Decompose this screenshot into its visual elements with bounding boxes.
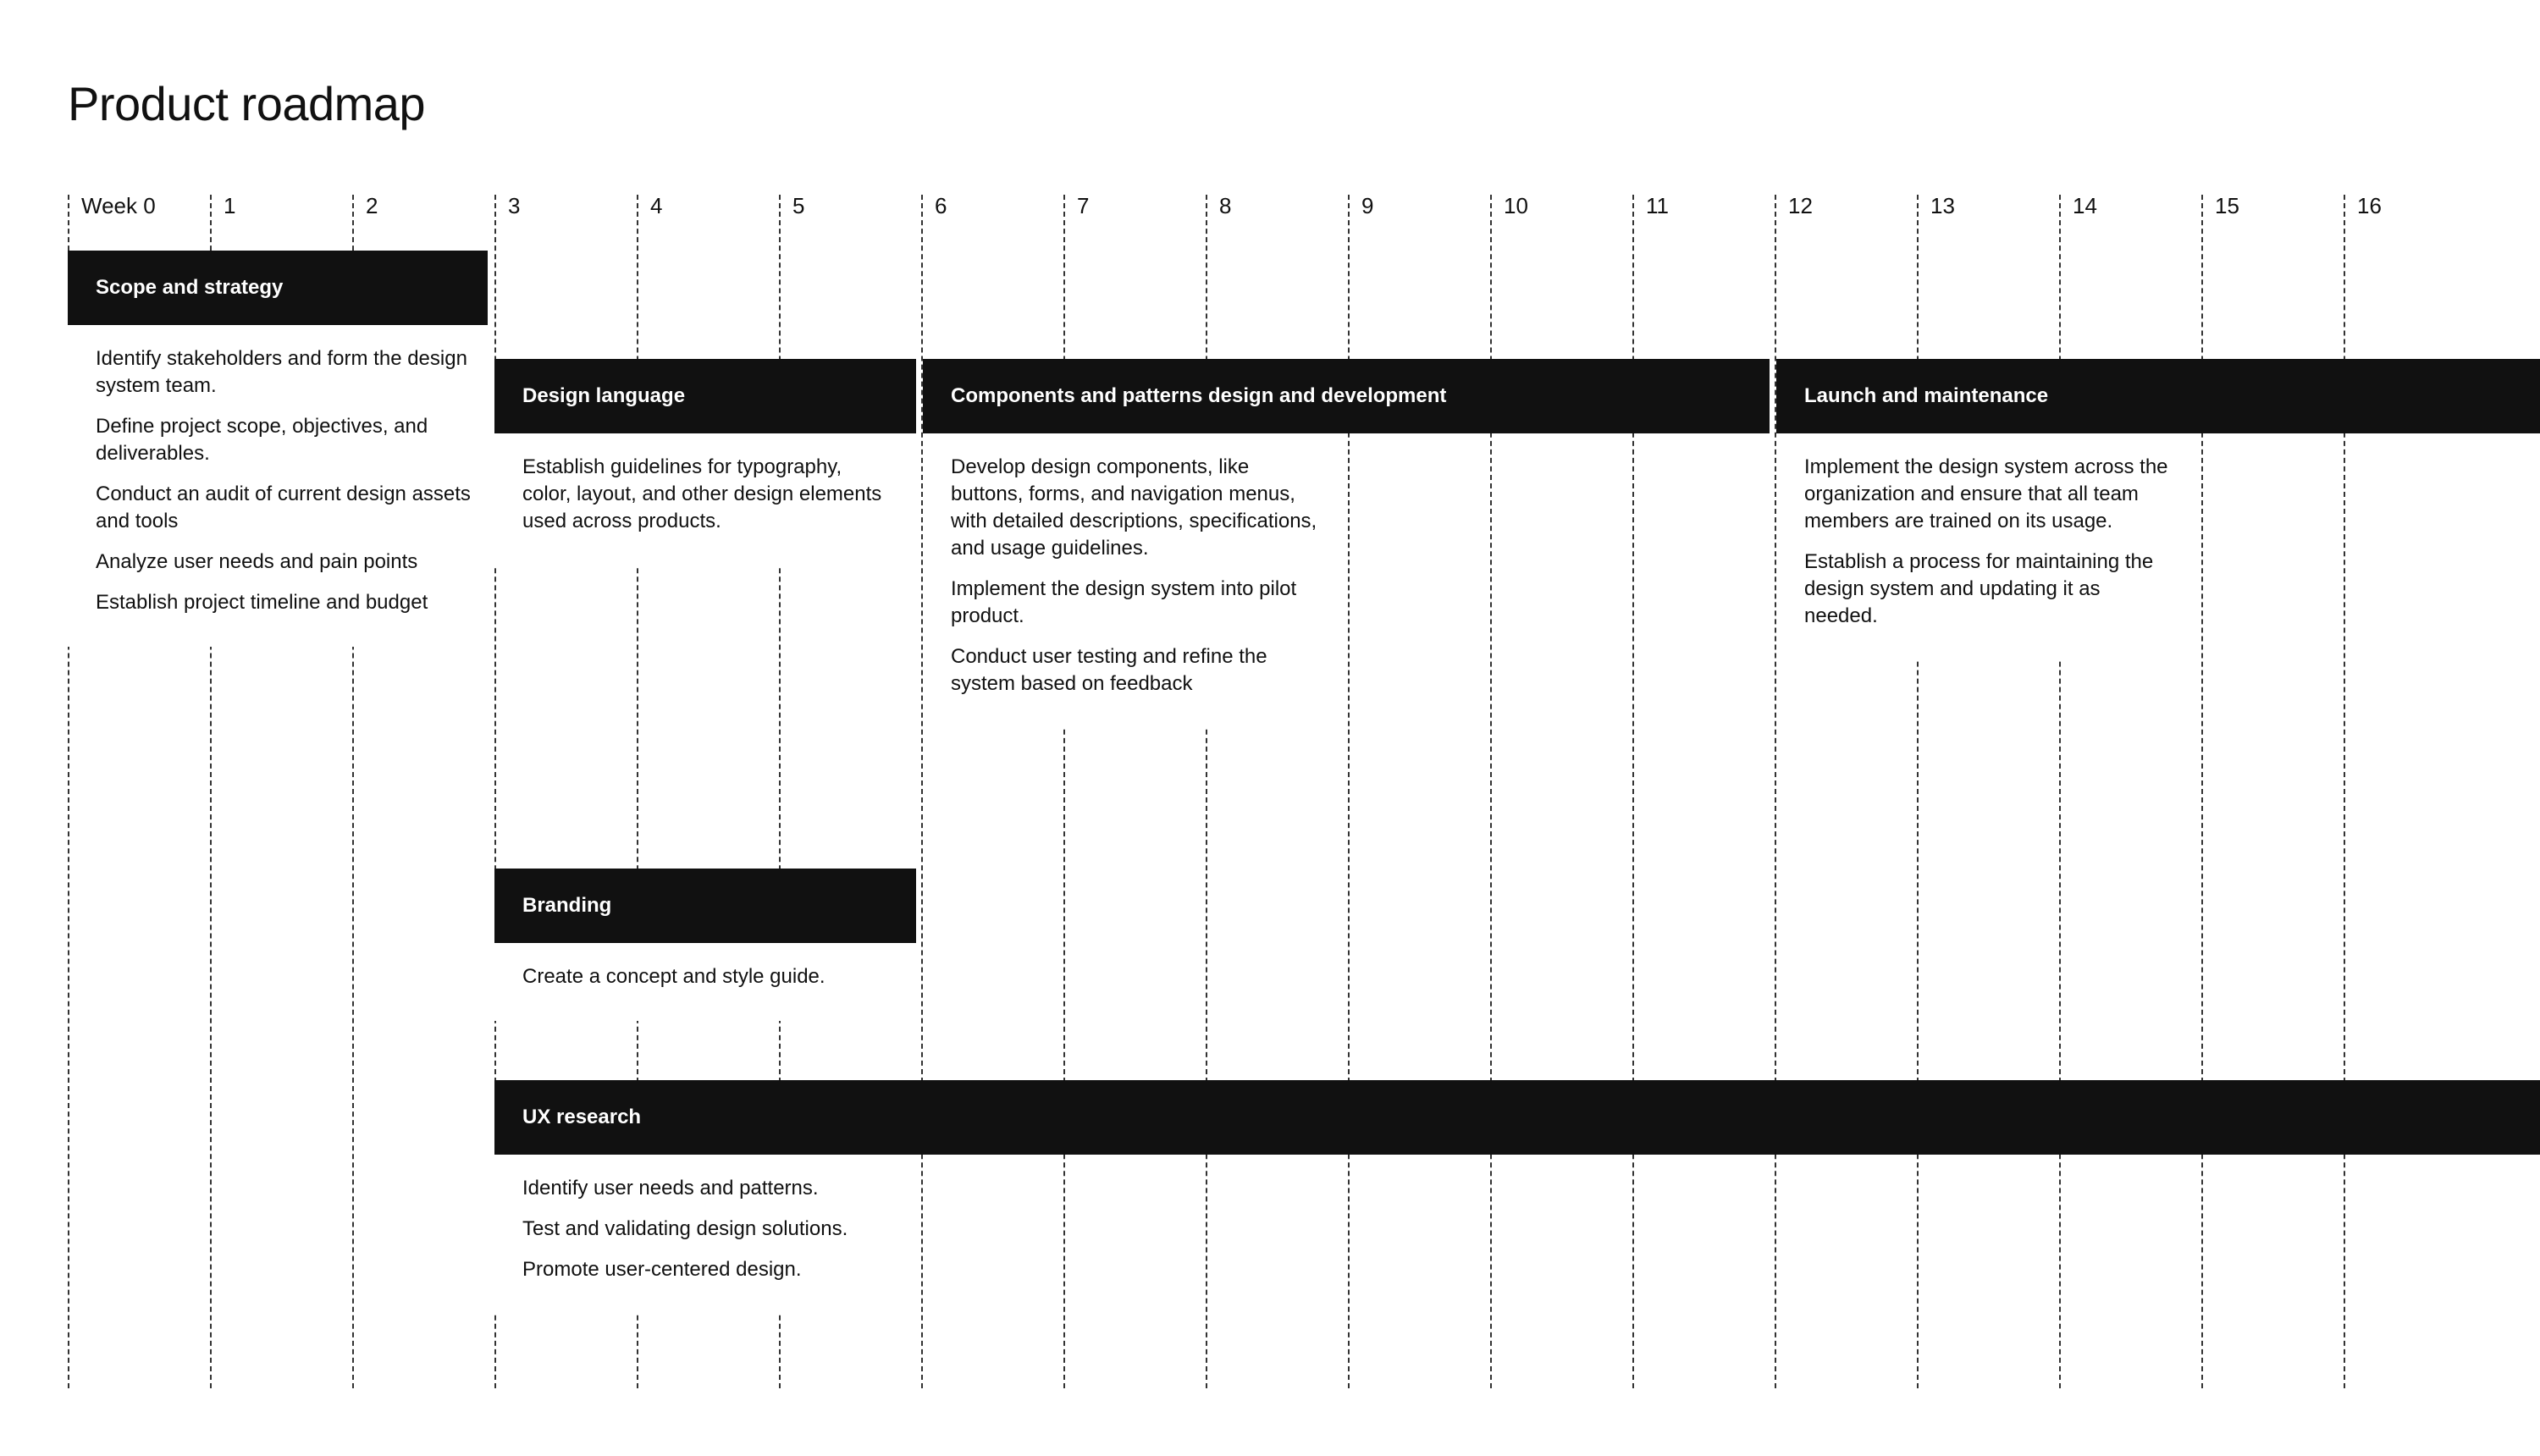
phase-bar-ux-research[interactable]: UX research (494, 1080, 2540, 1155)
week-label: 2 (366, 193, 378, 218)
phase-bar-scope-and-strategy[interactable]: Scope and strategy (68, 251, 488, 325)
list-item: Conduct an audit of current design assets and tools (96, 483, 471, 532)
week-label: 13 (1930, 193, 1955, 218)
week-label: 8 (1219, 193, 1232, 218)
list-item: Create a concept and style guide. (522, 965, 826, 988)
list-item: Test and validating design solutions. (522, 1217, 848, 1240)
list-item: Analyze user needs and pain points (96, 550, 418, 573)
phase-bar-branding[interactable]: Branding (494, 869, 916, 943)
week-label: 3 (508, 193, 521, 218)
week-label: 10 (1504, 193, 1528, 218)
week-label: 9 (1361, 193, 1374, 218)
list-item: Identify stakeholders and form the design system team. (96, 347, 467, 397)
week-label: 4 (650, 193, 663, 218)
phase-bar-components-and-patterns[interactable]: Components and patterns design and development (923, 359, 1770, 433)
list-item: Implement the design system into pilot product. (951, 577, 1297, 627)
phase-bar-launch-and-maintenance[interactable]: Launch and maintenance (1776, 359, 2540, 433)
list-item: Establish a process for maintaining the design system and updating it as needed. (1804, 550, 2154, 627)
phase-details-branding (494, 943, 909, 1021)
phase-details-scope-and-strategy (68, 325, 491, 647)
list-item: Implement the design system across the organization and ensure that all team members are trained on its usage. (1804, 455, 2168, 532)
week-label: 1 (224, 193, 236, 218)
week-label: 6 (935, 193, 947, 218)
phase-details-design-language (494, 433, 909, 565)
week-label: 14 (2073, 193, 2097, 218)
list-item: Identify user needs and patterns. (522, 1177, 819, 1200)
list-item: Establish guidelines for typography, color, layout, and other design elements used across products. (522, 455, 882, 532)
phase-details-components-and-patterns (923, 433, 1338, 728)
week-label: 5 (792, 193, 805, 218)
list-item: Promote user-centered design. (522, 1258, 802, 1281)
phase-details-ux-research (494, 1155, 909, 1314)
list-item: Establish project timeline and budget (96, 591, 428, 614)
week-label: 7 (1077, 193, 1090, 218)
list-item: Define project scope, objectives, and deliverables. (96, 415, 428, 465)
list-item: Develop design components, like buttons, forms, and navigation menus, with detailed descriptions, specifications, and usage guidelines. (951, 455, 1317, 560)
list-item: Conduct user testing and refine the system based on feedback (951, 645, 1267, 695)
week-label: 15 (2215, 193, 2239, 218)
phase-details-launch-and-maintenance (1776, 433, 2191, 660)
week-label: Week 0 (81, 193, 156, 218)
week-label: 16 (2357, 193, 2382, 218)
week-label: 12 (1788, 193, 1813, 218)
week-label: 11 (1646, 193, 1669, 218)
page-title: Product roadmap (68, 77, 426, 130)
phase-bar-design-language[interactable]: Design language (494, 359, 916, 433)
